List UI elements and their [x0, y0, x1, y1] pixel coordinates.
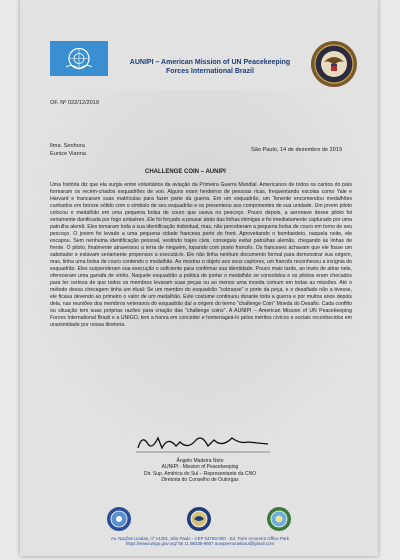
- signatory-line-1: AUNIPI - Mission of Peacekeeping: [161, 464, 239, 471]
- footer-address: Av. Nações Unidas, nº 14401, São Paulo - CEP 04793-000 - Ed. Torre Amoreira Office Park: [111, 536, 289, 541]
- letterhead: [20, 0, 378, 88]
- signatory-line-3: Diretoria do Conselho de Outorgas: [161, 477, 239, 484]
- signature-block: [120, 458, 280, 484]
- footer-contact: [60, 536, 340, 547]
- organization-title: AUNIPI – American Mission of UN Peacekeeping Forces International Brazil: [129, 59, 291, 75]
- footer-seals: [20, 506, 378, 536]
- footer-seal-right-icon: [266, 506, 292, 532]
- recipient-name: Eunice Vianna: [50, 151, 86, 157]
- un-flag-logo-icon: [50, 41, 108, 76]
- footer-contact-line: https://www.unigo.gov.org/ 55 11 99335-9607 aunipeenorasboul@gmail.com: [125, 541, 275, 547]
- handwritten-signature: [128, 430, 278, 456]
- eagle-seal-icon: [310, 40, 358, 88]
- footer-seal-center-icon: [186, 506, 212, 532]
- letter-body: Uma história diz que ela surgiu entre voluntários da aviação da Primeira Guerra Mundial. Americanos de todos os cantos do país formaram os recém-criados esquadrões de voo. Alguns eram herdeiros de pessoas ricas, frequentando escolas como Yale e Harvard e trancaram suas matrículas para fazer parte da guerra. Em um esquadrão, um Tenente encomendou medalhões cunhados em bronze sólido com o símbolo de seu esquadrão e os presenteou aos componentes de sua unidade. Um jovem piloto colocou o medalhão em uma pequena bolsa de couro que usava no pescoço. Pouco depois, a aeronave desse piloto foi seriamente danificada por fogo antiaéreo. Ele foi forçado a pousar atrás das linhas inimigas e foi imediatamente capturado por uma patrulha alemã. Eles tomaram toda a sua identificação individual, mas, não perceberam a pequena bolsa de couro em torno de seu pescoço. O jovem foi levado a uma pequena cidade francesa perto do front. Aproveitando o bombardeio, naquela noite, ele escapou. Sem nenhuma identificação pessoal, vestindo trajes civis, conseguiu evitar patrulhas alemãs, chegando às linhas de frente. O piloto, finalmente atravessou a terra de ninguém, topando com posto francês. Os franceses achavam que ele fosse um sabotador e estavam seriamente propensos a executá-lo. Ele não tinha nenhum documento formal para demonstrar sua origem, mas, tinha uma bolsa de couro contendo o medalhão. Ao mostrar o objeto aos seus captores, um francês reconheceu a insígnia do esquadrão. Eles suspenderam sua execução o suficiente para confirmar sua identidade. Pouco mais tarde, ao invés de atirar nele, ofereceram uma garrafa de vinho. Naquele esquadrão a prática de portar o medalhão se consolidou e os pilotos eram checados para ter certeza de que todos os membros levaram suas peças ou ao menos uma moeda comum em todas as missões. Até o método dessa checagem tinha um ritual: Se um membro do esquadrão "cobrasse" o porte da peça, e o desafiado não a tivesse, ele ficava devendo ao primeiro o valor de um medalhão. Este costume continuou durante toda a guerra e por muitos anos depois dela, nas reuniões dos membros veteranos do esquadrão daí a origem do termo "challenge Coin" Moeda do Desafio. Cada conflito ou situação tem suas próprias razões para criação das "challenge coins". A AUNIPI – American Mission of UN Peacekeeping Forces International Brazil e a UNIGO, tem a honra em conceder e homenageá-lo pelos méritos cívicos e sociais reconhecidos em unanimidade por nossa diretoria.: [50, 182, 352, 328]
- document-number: OF. Nº 022/12/2019: [50, 100, 99, 106]
- signatory-name: Ângelo Madeira Neto: [176, 458, 224, 464]
- letter-page: [20, 0, 378, 556]
- letter-subject: CHALLENGE COIN – AUNIPI: [145, 169, 226, 175]
- letter-date: São Paulo, 14 de dezembro de 2019: [251, 147, 343, 153]
- salutation: Ilma. Senhora: [50, 143, 85, 149]
- footer-seal-left-icon: [106, 506, 132, 532]
- signatory-line-2: Dir. Sup. América do Sul – Representante da CNO: [143, 470, 256, 477]
